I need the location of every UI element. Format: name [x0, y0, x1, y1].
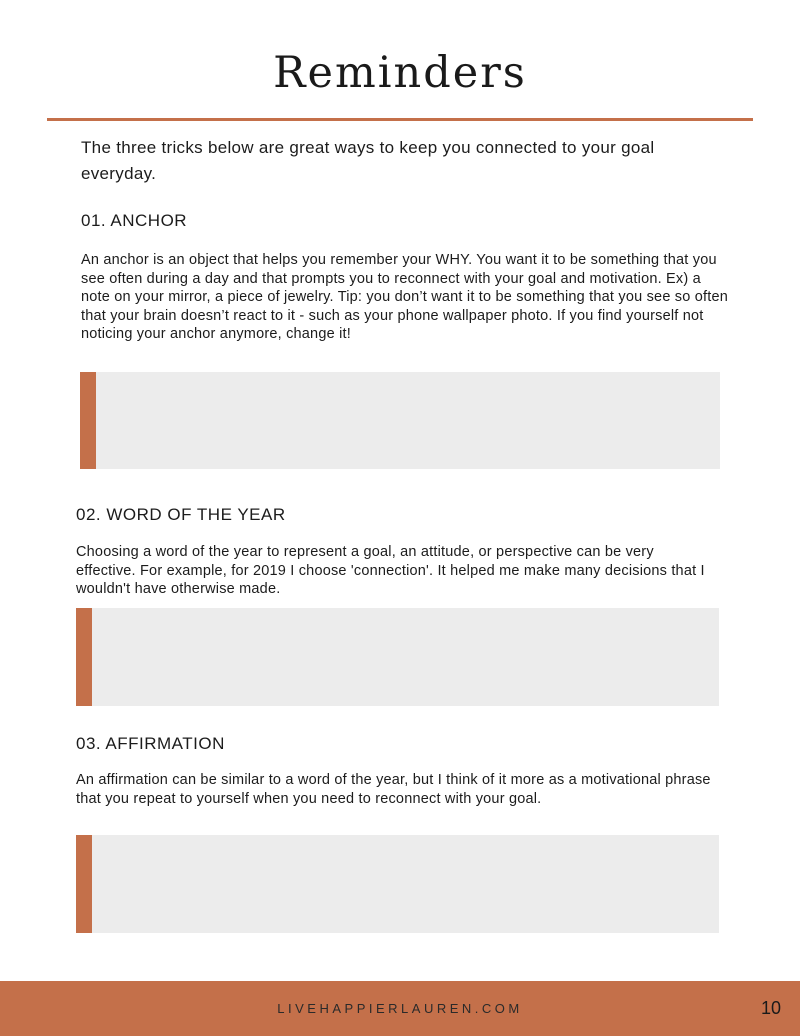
answer-box-accent-bar — [76, 608, 92, 706]
intro-text: The three tricks below are great ways to keep you connected to your goal everyday. — [81, 138, 655, 183]
word-of-the-year-answer-box[interactable] — [76, 608, 719, 706]
section-body-word-of-the-year: Choosing a word of the year to represent a goal, an attitude, or perspective can be very effective. For example, for 2019 I choose 'connection'. It helped me make many decisions that I wouldn't have otherwise made. — [76, 544, 705, 597]
footer-website[interactable]: LIVEHAPPIERLAUREN.COM — [277, 1001, 523, 1016]
answer-box-accent-bar — [80, 372, 96, 469]
answer-box-accent-bar — [76, 835, 92, 933]
page-title: Reminders — [273, 48, 527, 98]
footer-band — [0, 981, 800, 1036]
affirmation-answer-box[interactable] — [76, 835, 719, 933]
section-body-anchor: An anchor is an object that helps you remember your WHY. You want it to be something that you see often during a day and that prompts you to reconnect with your goal and motivation. Ex) a note on your mirror, a piece of jewelry. Tip: you don’t want it to be something that you see so often that your brain doesn’t react to it - such as your phone wallpaper photo. If you find yourself not noticing your anchor anymore, change it! — [81, 252, 728, 342]
title-divider — [47, 118, 753, 121]
section-heading-anchor: 01. ANCHOR — [81, 211, 188, 230]
page-number: 10 — [760, 998, 781, 1018]
section-heading-word-of-the-year: 02. WORD OF THE YEAR — [76, 505, 286, 524]
section-heading-affirmation: 03. AFFIRMATION — [76, 734, 225, 753]
anchor-answer-box[interactable] — [80, 372, 720, 469]
section-body-affirmation: An affirmation can be similar to a word of the year, but I think of it more as a motivational phrase that you repeat to yourself when you need to reconnect with your goal. — [76, 772, 711, 807]
